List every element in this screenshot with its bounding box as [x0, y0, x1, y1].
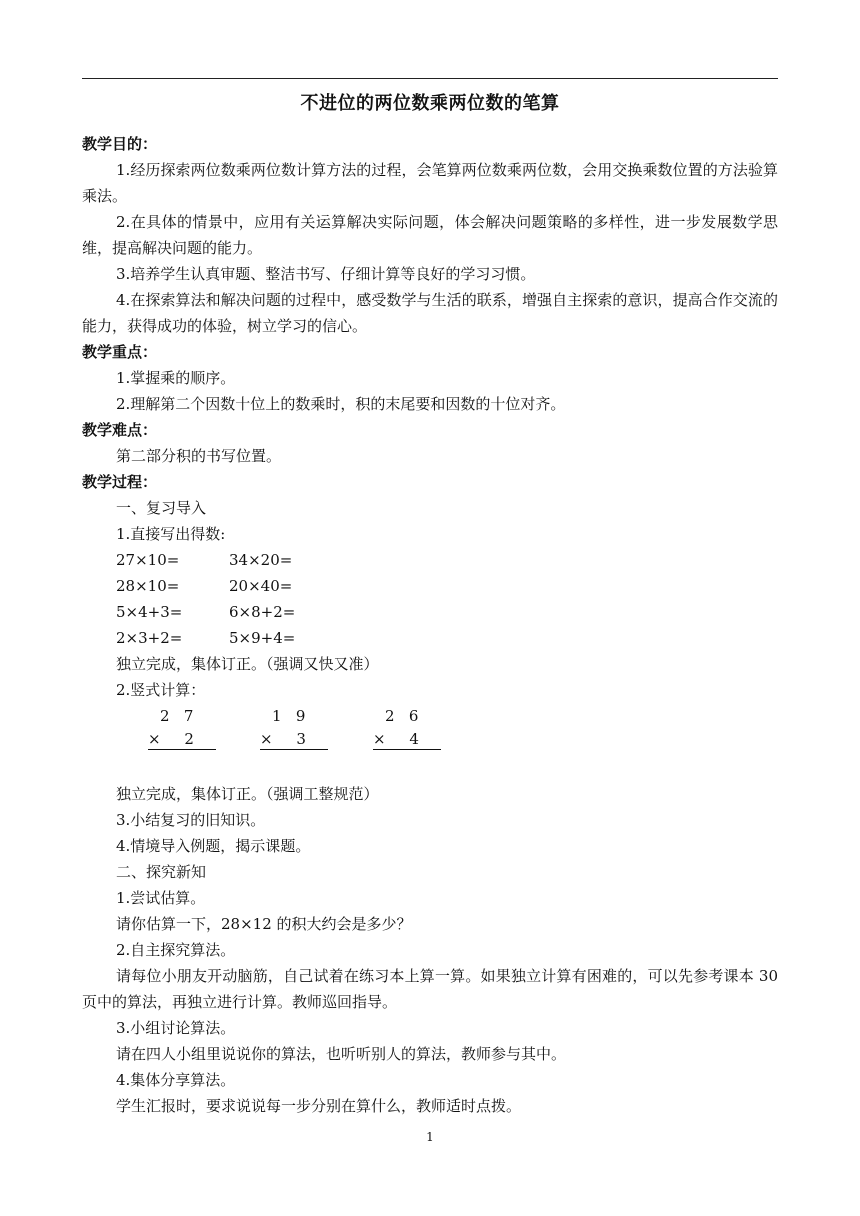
oral-expression: 5×4+3=	[116, 603, 183, 621]
key-points-heading: 教学重点：	[82, 343, 158, 361]
explore-section-title: 二、探究新知	[116, 863, 207, 881]
oral-expression: 20×40=	[229, 577, 293, 595]
key-point-item: 2.理解第二个因数十位上的数乘时，积的末尾要和因数的十位对齐。	[116, 395, 566, 413]
oral-expression: 34×20=	[229, 551, 293, 569]
header-rule	[82, 78, 778, 79]
vertical-calc-title: 2.竖式计算：	[116, 681, 206, 699]
step-text: 请在四人小组里说说你的算法，也听听别人的算法，教师参与其中。	[116, 1045, 567, 1063]
key-point-item: 1.掌握乘的顺序。	[116, 369, 236, 387]
vertical-calculation	[130, 703, 210, 753]
page-number: 1	[426, 1130, 434, 1144]
step-text: 请每位小朋友开动脑筋，自己试着在练习本上算一算。如果独立计算有困难的，可以先参考课本 30 页中的算法，再独立进行计算。教师巡回指导。	[82, 967, 778, 1011]
step-text: 请你估算一下，28×12 的积大约会是多少？	[116, 915, 412, 933]
objective-item: 2.在具体的情景中，应用有关运算解决实际问题，体会解决问题策略的多样性，进一步发展数学思维，提高解决问题的能力。	[82, 213, 778, 257]
difficulties-text: 第二部分积的书写位置。	[116, 447, 282, 465]
vertical-multiplier: × 2	[148, 729, 216, 750]
step-title: 1.尝试估算。	[116, 889, 206, 907]
vertical-calc-row	[82, 703, 778, 748]
oral-calc-row	[82, 625, 778, 651]
review-section-title: 一、复习导入	[116, 499, 207, 517]
review-intro: 4.情境导入例题，揭示课题。	[116, 837, 311, 855]
step-title: 3.小组讨论算法。	[116, 1019, 236, 1037]
vertical-multiplier: × 3	[260, 729, 328, 750]
oral-expression: 6×8+2=	[229, 603, 296, 621]
objective-item: 4.在探索算法和解决问题的过程中，感受数学与生活的联系，增强自主探索的意识，提高合作交流的能力，获得成功的体验，树立学习的信心。	[82, 291, 778, 335]
objectives-heading: 教学目的：	[82, 135, 158, 153]
oral-calc-row	[82, 573, 778, 599]
vertical-top-number: 1 9	[272, 707, 306, 725]
step-title: 4.集体分享算法。	[116, 1071, 236, 1089]
vertical-top-number: 2 6	[385, 707, 419, 725]
step-title: 2.自主探究算法。	[116, 941, 236, 959]
oral-expression: 27×10=	[116, 551, 180, 569]
process-heading: 教学过程：	[82, 473, 158, 491]
vertical-multiplier: × 4	[373, 729, 441, 750]
oral-expression: 28×10=	[116, 577, 180, 595]
vertical-calc-space	[82, 755, 778, 781]
document-body	[82, 131, 778, 1119]
difficulties-heading: 教学难点：	[82, 421, 158, 439]
document-title: 不进位的两位数乘两位数的笔算	[300, 93, 560, 114]
oral-expression: 2×3+2=	[116, 629, 183, 647]
objective-item: 1.经历探索两位数乘两位数计算方法的过程，会笔算两位数乘两位数，会用交换乘数位置的方法验算乘法。	[82, 161, 778, 205]
oral-calc-row	[82, 547, 778, 573]
vertical-calculation	[242, 703, 322, 753]
oral-calc-row	[82, 599, 778, 625]
oral-calc-title: 1.直接写出得数:	[116, 525, 226, 543]
step-text: 学生汇报时，要求说说每一步分别在算什么，教师适时点拨。	[116, 1097, 522, 1115]
objective-item: 3.培养学生认真审题、整洁书写、仔细计算等良好的学习习惯。	[116, 265, 536, 283]
review-summary: 3.小结复习的旧知识。	[116, 811, 266, 829]
vertical-calc-note: 独立完成，集体订正。（强调工整规范）	[116, 785, 379, 803]
oral-calc-note: 独立完成，集体订正。（强调又快又准）	[116, 655, 379, 673]
oral-expression: 5×9+4=	[229, 629, 296, 647]
vertical-top-number: 2 7	[160, 707, 194, 725]
vertical-calculation	[355, 703, 435, 753]
